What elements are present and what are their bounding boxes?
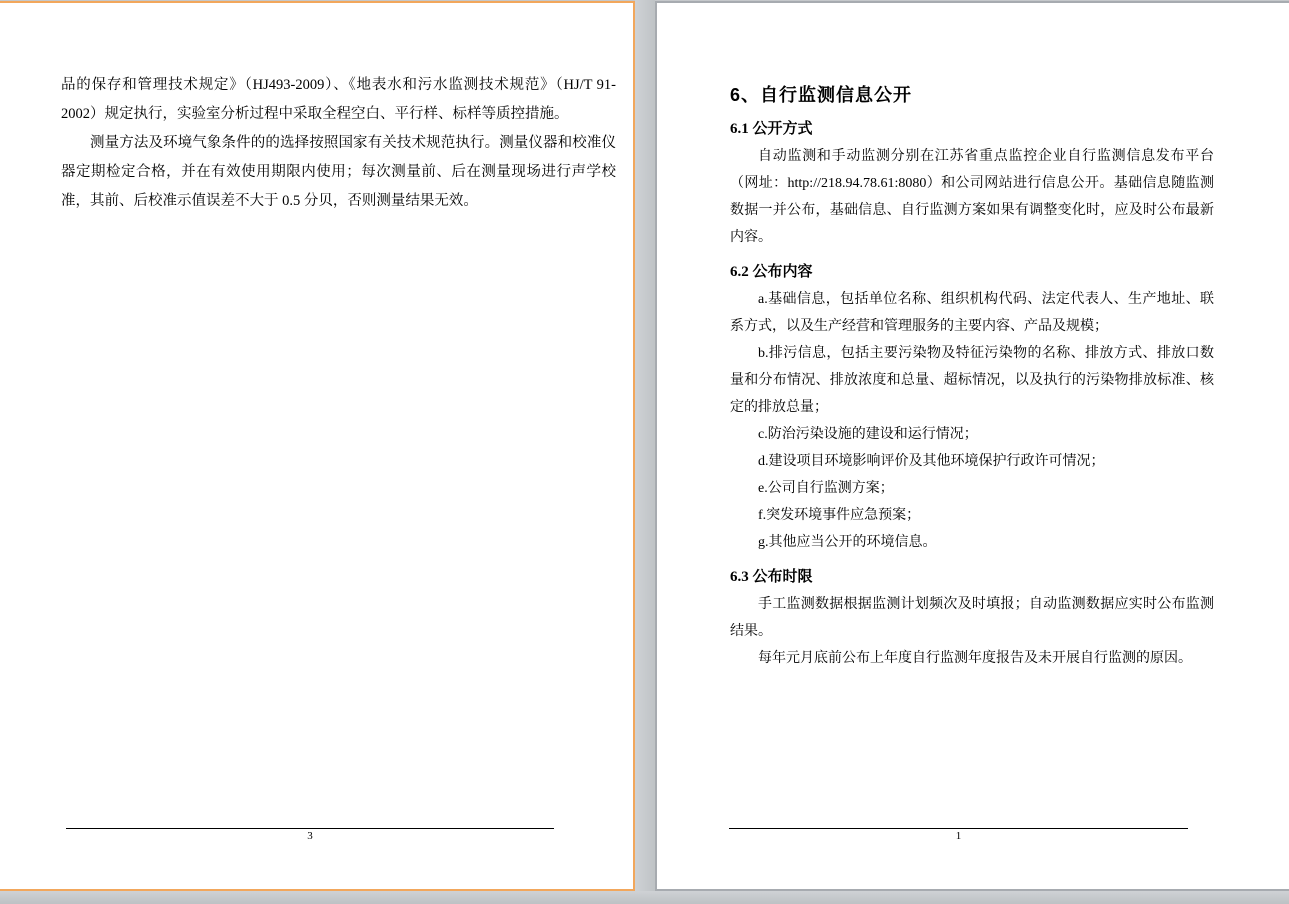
- canvas-bottom-strip: [0, 891, 1289, 904]
- list-item: d.建设项目环境影响评价及其他环境保护行政许可情况；: [758, 454, 1105, 469]
- paragraph: 手工监测数据根据监测计划频次及时填报；自动监测数据应实时公布监测结果。: [730, 597, 1214, 639]
- page-gap: [635, 0, 655, 904]
- list-item: b.排污信息，包括主要污染物及特征污染物的名称、排放方式、排放口数量和分布情况、排放浓度和总量、超标情况，以及执行的污染物排放标准、核定的排放总量；: [730, 346, 1214, 415]
- subsection-heading: 6.2 公布内容: [730, 264, 813, 280]
- paragraph: 自动监测和手动监测分别在江苏省重点监控企业自行监测信息发布平台（网址：http://218.94.78.61:8080）和公司网站进行信息公开。基础信息随监测数据一并公布，基础信息、自行监测方案如果有调整变化时，应及时公布最新内容。: [730, 149, 1214, 245]
- paragraph: 每年元月底前公布上年度自行监测年度报告及未开展自行监测的原因。: [758, 651, 1192, 666]
- left-page-footer: [66, 828, 554, 843]
- document-page-right[interactable]: [655, 1, 1289, 891]
- list-item: c.防治污染设施的建设和运行情况；: [758, 427, 978, 442]
- page-number: 3: [307, 830, 313, 842]
- list-item: e.公司自行监测方案；: [758, 481, 894, 496]
- document-page-left[interactable]: [0, 1, 635, 891]
- left-page-body: [61, 71, 616, 216]
- section-heading: 6、自行监测信息公开: [730, 85, 913, 105]
- list-item: a.基础信息，包括单位名称、组织机构代码、法定代表人、生产地址、联系方式，以及生产经营和管理服务的主要内容、产品及规模；: [730, 292, 1214, 334]
- list-item: g.其他应当公开的环境信息。: [758, 535, 937, 550]
- footer-rule: [66, 828, 554, 829]
- right-page-footer: [729, 828, 1188, 843]
- paragraph: 品的保存和管理技术规定》（HJ493-2009）、《地表水和污水监测技术规范》（HJ/T 91-2002）规定执行，实验室分析过程中采取全程空白、平行样、标样等质控措施。: [61, 77, 616, 122]
- page-number: 1: [955, 830, 962, 842]
- paragraph: 测量方法及环境气象条件的的选择按照国家有关技术规范执行。测量仪器和校准仪器定期检定合格，并在有效使用期限内使用；每次测量前、后在测量现场进行声学校准，其前、后校准示值误差不大于 0.5 分贝，否则测量结果无效。: [61, 135, 616, 209]
- list-item: f.突发环境事件应急预案；: [758, 508, 921, 523]
- footer-rule: [729, 828, 1188, 829]
- subsection-heading: 6.3 公布时限: [730, 569, 813, 585]
- subsection-heading: 6.1 公开方式: [730, 121, 813, 137]
- right-page-body: [730, 81, 1214, 672]
